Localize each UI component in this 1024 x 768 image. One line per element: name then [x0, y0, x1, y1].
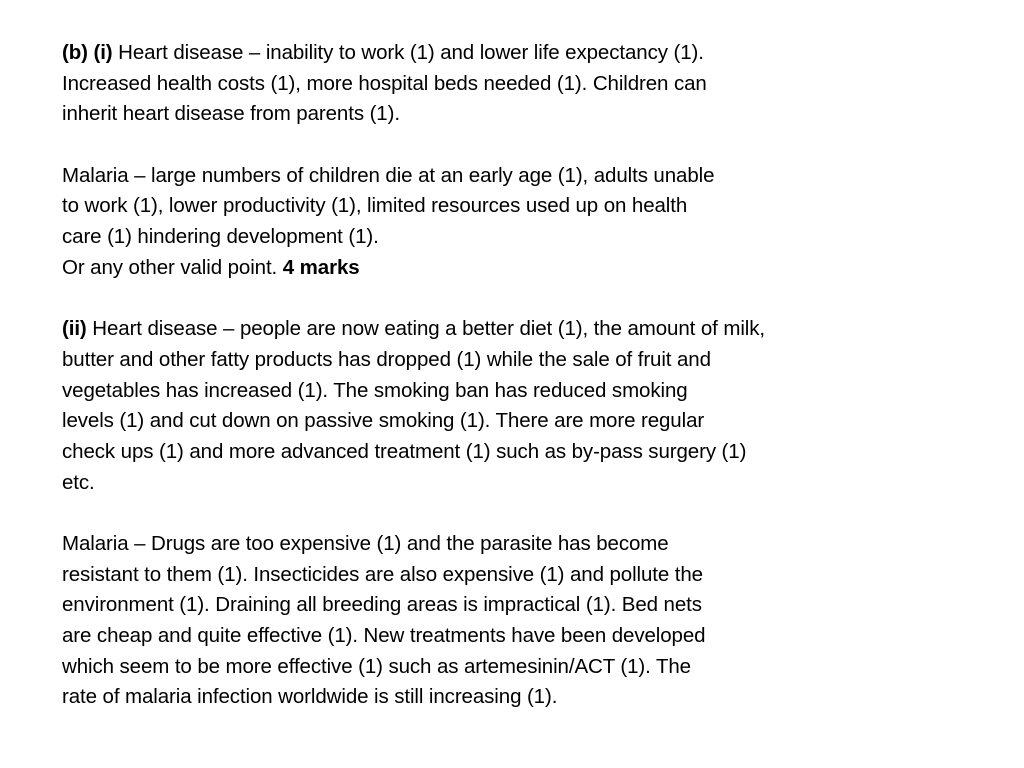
spacer [62, 498, 962, 529]
b-ii-malaria-line-4: are cheap and quite effective (1). New treatments have been developed [62, 624, 706, 648]
b-i-heart-line-1 [62, 38, 962, 69]
b-i-label: (b) (i) [62, 41, 113, 64]
b-i-malaria-line-3: care (1) hindering development (1). [62, 225, 379, 249]
b-ii-heart-line-1 [62, 314, 962, 345]
b-ii-malaria-line-1: Malaria – Drugs are too expensive (1) and the parasite has become [62, 532, 669, 555]
b-ii-heart-text-1: Heart disease – people are now eating a better diet (1), the amount of milk, [92, 317, 765, 341]
b-ii-heart-line-6: etc. [62, 470, 95, 494]
b-ii-heart-line-4: levels (1) and cut down on passive smoking (1). There are more regular [62, 409, 705, 433]
spacer [62, 284, 962, 315]
b-ii-malaria-line-6: rate of malaria infection worldwide is still increasing (1). [62, 685, 558, 709]
spacer [62, 130, 962, 161]
b-ii-malaria-line-5: which seem to be more effective (1) such as artemesinin/ACT (1). The [62, 654, 691, 678]
b-i-heart-line-3: inherit heart disease from parents (1). [62, 102, 400, 126]
other-point-text: Or any other valid point. [62, 255, 278, 279]
b-ii-malaria-line-3: environment (1). Draining all breeding areas is impractical (1). Bed nets [62, 593, 702, 617]
b-i-malaria-line-1: Malaria – large numbers of children die at an early age (1), adults unable [62, 163, 715, 187]
b-ii-malaria-line-2: resistant to them (1). Insecticides are also expensive (1) and pollute the [62, 562, 703, 586]
mark-scheme-text [62, 38, 962, 713]
b-ii-heart-line-2: butter and other fatty products has dropped (1) while the sale of fruit and [62, 347, 711, 371]
b-i-heart-line-2: Increased health costs (1), more hospital beds needed (1). Children can [62, 71, 707, 95]
b-i-heart-text-1: Heart disease – inability to work (1) and lower life expectancy (1). [118, 41, 704, 64]
b-ii-heart-line-3: vegetables has increased (1). The smoking ban has reduced smoking [62, 378, 688, 402]
b-i-other-point-line [62, 253, 962, 284]
marks-label: 4 marks [282, 255, 360, 279]
b-ii-heart-line-5: check ups (1) and more advanced treatment (1) such as by-pass surgery (1) [62, 439, 747, 463]
b-ii-label: (ii) [62, 317, 87, 341]
b-i-malaria-line-2: to work (1), lower productivity (1), limited resources used up on health [62, 194, 688, 218]
